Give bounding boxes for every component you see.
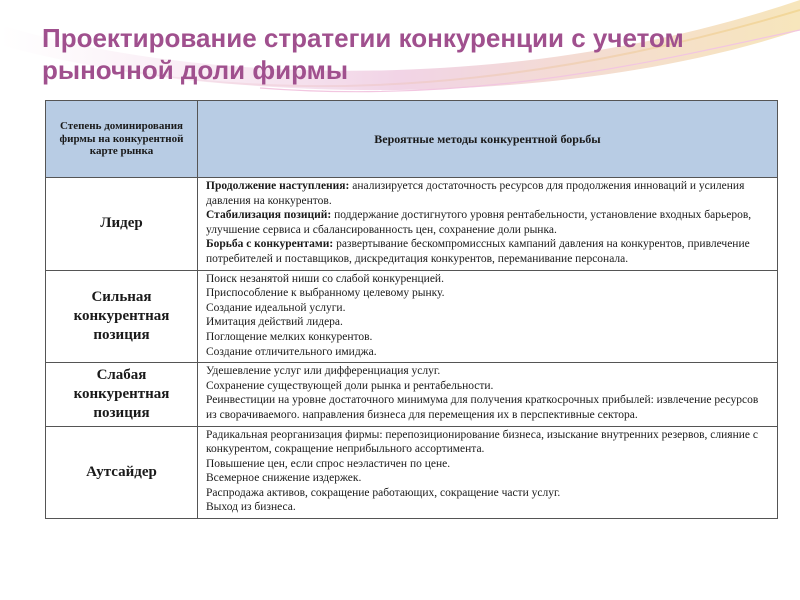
methods-cell [198, 270, 778, 363]
method-line [206, 208, 771, 237]
method-text: Радикальная реорганизация фирмы: перепозиционирование бизнеса, изыскание внутренних резервов, слияние с конкурентом, сокращение неприбыльного ассортимента. [206, 428, 758, 456]
method-heading: Стабилизация позиций: [206, 209, 332, 222]
method-line [206, 379, 771, 394]
method-line [206, 286, 771, 301]
table-row [46, 270, 778, 363]
method-line [206, 428, 771, 457]
position-label: Слабая конкурентная позиция [46, 363, 198, 426]
method-line [206, 179, 771, 208]
method-text: поддержание достигнутого уровня рентабельности, установление входных барьеров, улучшение сервиса и сбалансированность цен, сохранение доли рынка. [206, 209, 752, 236]
method-line [206, 393, 771, 422]
table-row [46, 178, 778, 271]
position-label: Аутсайдер [46, 426, 198, 519]
method-line [206, 364, 771, 379]
position-label: Сильная конкурентная позиция [46, 270, 198, 363]
method-line [206, 500, 771, 515]
table-row [46, 426, 778, 519]
method-line [206, 471, 771, 486]
method-text: анализируется достаточность ресурсов для продолжения инноваций и усиления давления на конкурентов. [206, 180, 745, 207]
position-label: Лидер [46, 178, 198, 271]
method-line [206, 301, 771, 316]
method-text: Создание идеальной услуги. [206, 301, 346, 314]
method-heading: Продолжение наступления: [206, 180, 350, 192]
header-methods: Вероятные методы конкурентной борьбы [198, 101, 778, 178]
methods-cell [198, 178, 778, 271]
page-title: Проектирование стратегии конкуренции с учетом рыночной доли фирмы [42, 23, 684, 85]
strategy-table [45, 100, 778, 519]
method-text: Распродажа активов, сокращение работающих, сокращение части услуг. [206, 486, 561, 499]
method-text: Приспособление к выбранному целевому рынку. [206, 287, 445, 300]
method-heading: Борьба с конкурентами: [206, 238, 334, 251]
method-line [206, 237, 771, 266]
table-row [46, 363, 778, 426]
header-dominance: Степень доминирования фирмы на конкурентной карте рынка [46, 101, 198, 178]
method-line [206, 315, 771, 330]
method-line [206, 330, 771, 345]
method-text: Выход из бизнеса. [206, 501, 296, 514]
method-text: Повышение цен, если спрос неэластичен по цене. [206, 457, 451, 470]
method-text: развертывание бескомпромиссных кампаний давления на конкурентов, привлечение потребителей и поставщиков, дискредитация конкурентов, переманивание персонала. [206, 238, 750, 265]
methods-cell [198, 363, 778, 426]
method-text: Реинвестиции на уровне достаточного минимума для получения краткосрочных прибылей: извлечение ресурсов из сворачиваемого. направления бизнеса для перемещения их в перспективные сектора. [206, 394, 759, 421]
method-text: Имитация действий лидера. [206, 316, 343, 329]
method-line [206, 272, 771, 287]
method-text: Создание отличительного имиджа. [206, 345, 377, 358]
method-line [206, 486, 771, 501]
method-text: Всемерное снижение издержек. [206, 472, 362, 485]
method-line [206, 345, 771, 360]
methods-cell [198, 426, 778, 519]
method-text: Поиск незанятой ниши со слабой конкуренцией. [206, 272, 444, 285]
table-header-row [46, 101, 778, 178]
method-line [206, 457, 771, 472]
method-text: Поглощение мелких конкурентов. [206, 330, 373, 343]
method-text: Сохранение существующей доли рынка и рентабельности. [206, 379, 494, 392]
method-text: Удешевление услуг или дифференциация услуг. [206, 365, 441, 378]
